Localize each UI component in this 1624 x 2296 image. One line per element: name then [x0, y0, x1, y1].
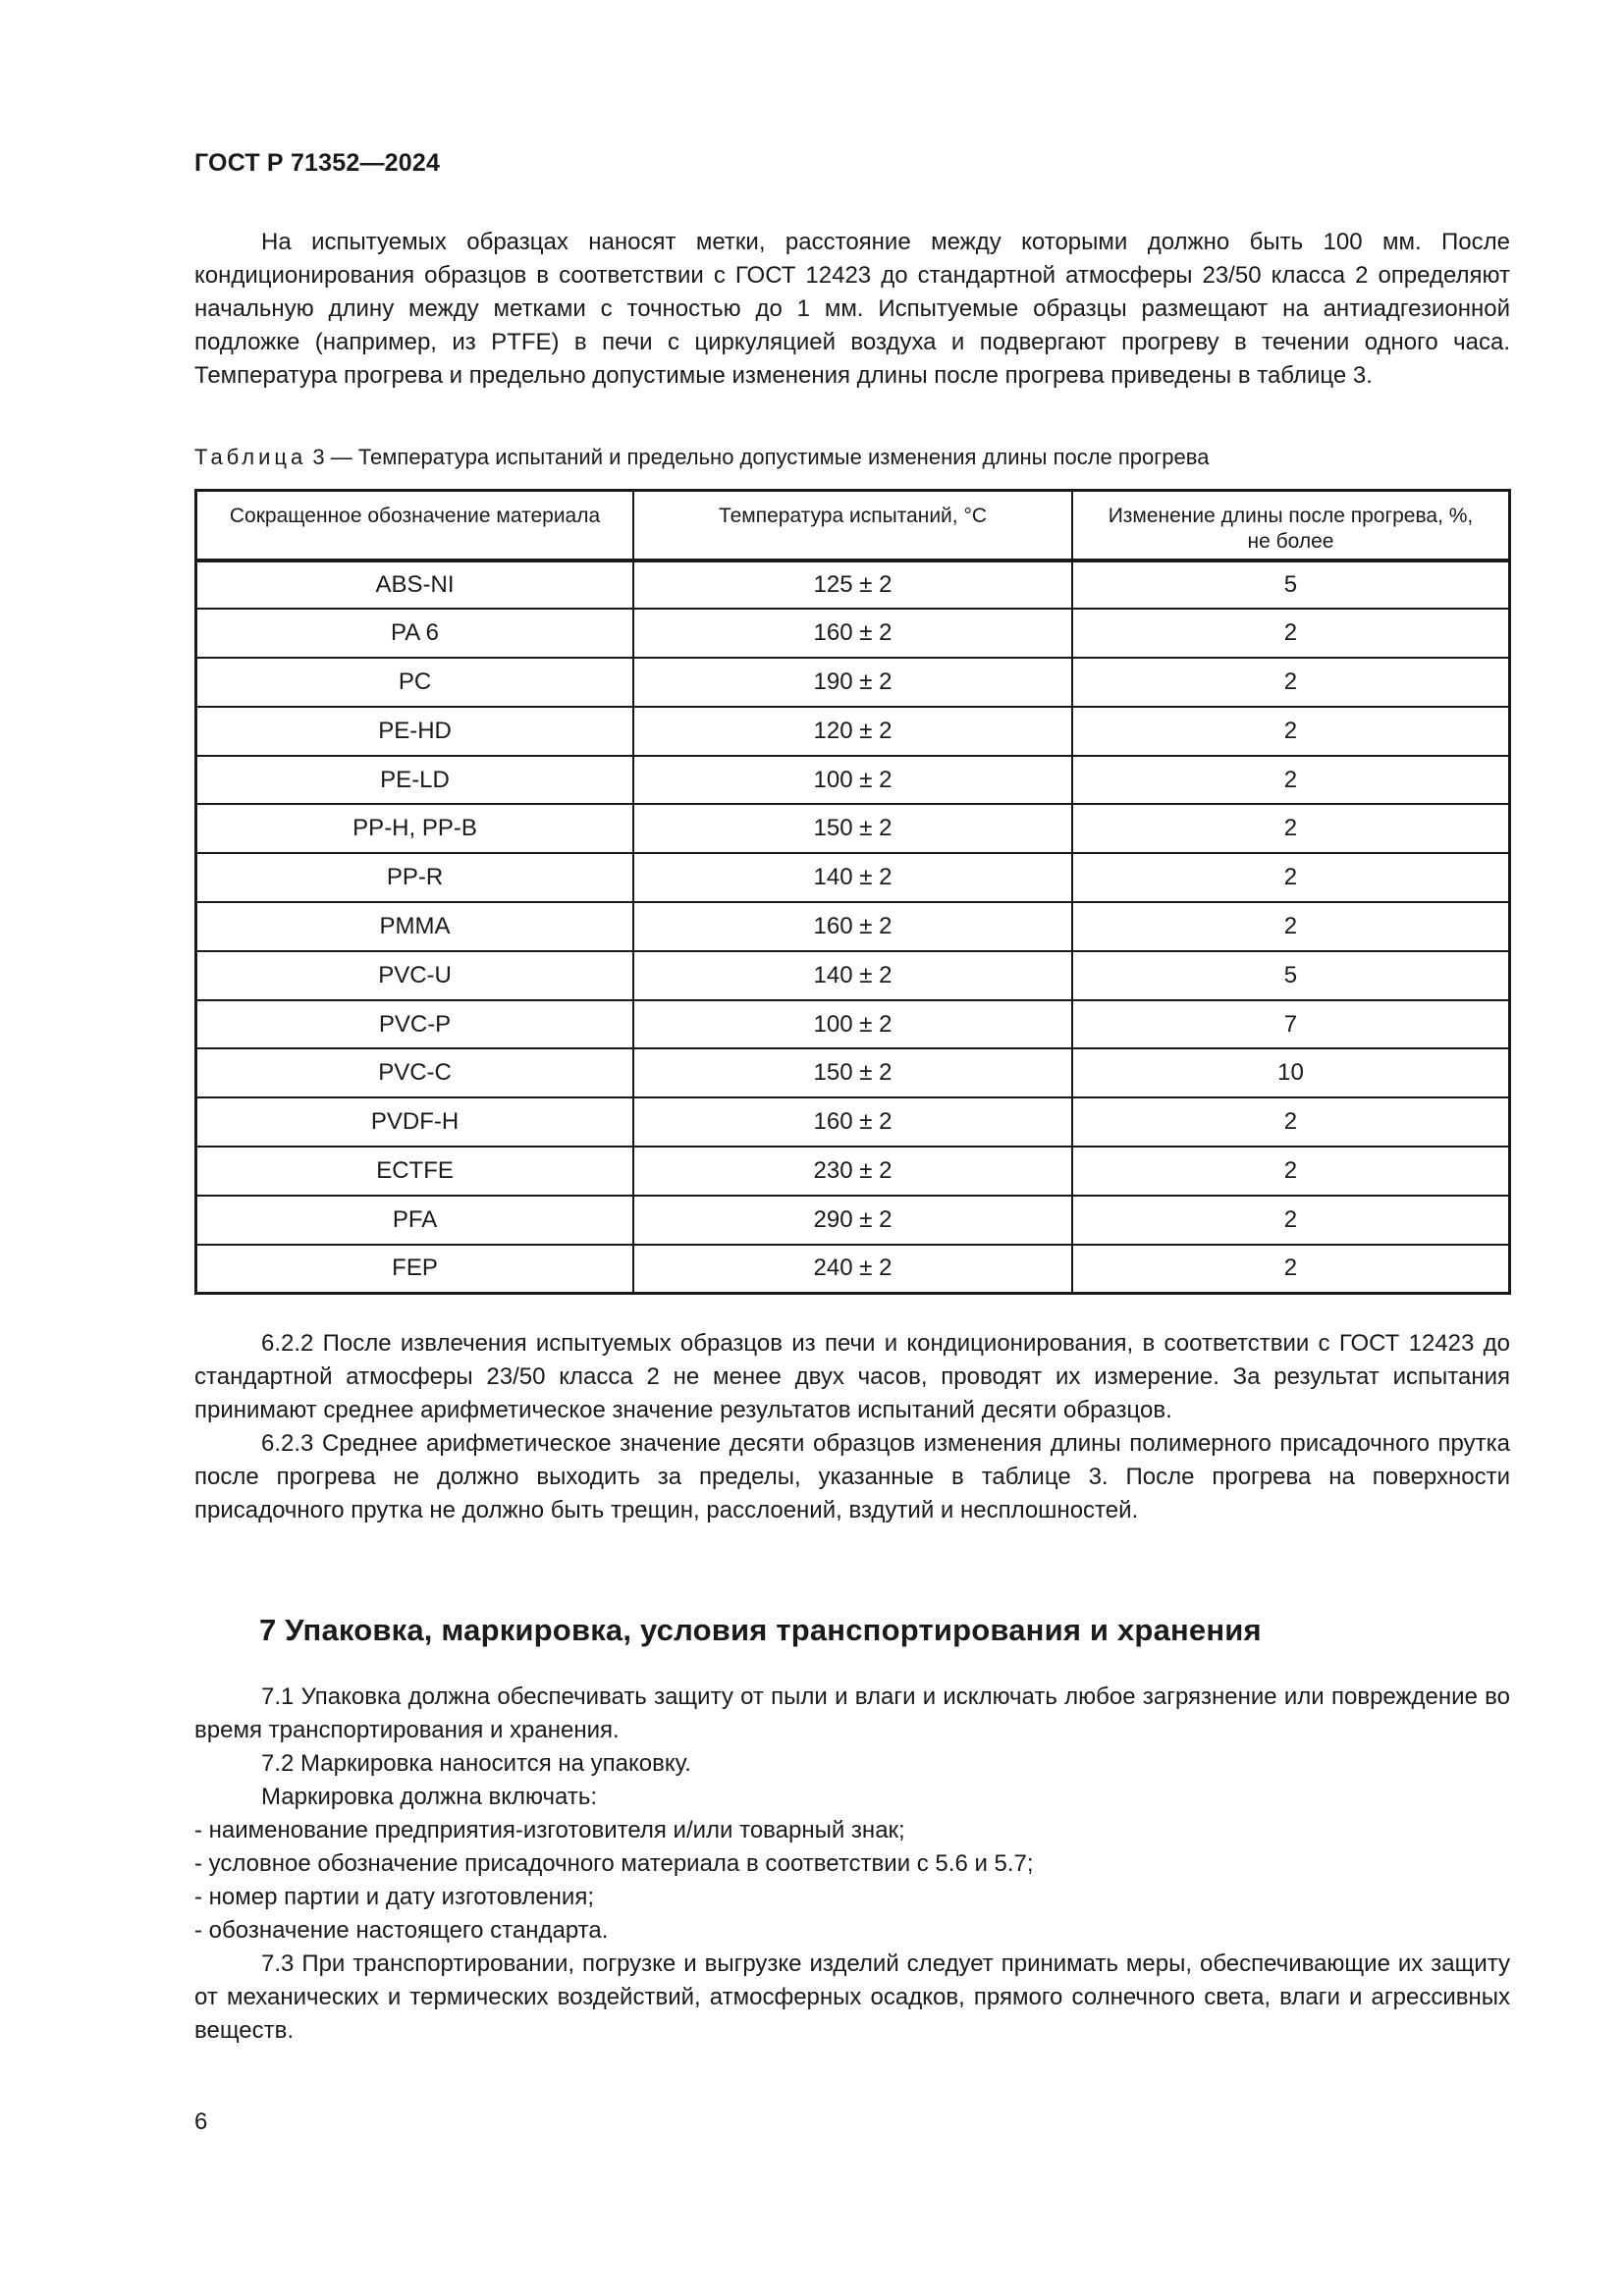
cell-length-change: 2 [1072, 1147, 1510, 1196]
cell-length-change: 2 [1072, 707, 1510, 756]
table-row [196, 1048, 1510, 1097]
table-row [196, 1097, 1510, 1147]
table-caption [194, 444, 1209, 471]
table-row [196, 707, 1510, 756]
section-7-title: 7 Упаковка, маркировка, условия транспортирования и хранения [259, 1613, 1262, 1647]
intro-section [194, 226, 1510, 393]
cell-material: PC [196, 658, 634, 707]
paragraph-7-2-marking: Маркировка должна включать: [261, 1784, 597, 1810]
cell-temperature: 160 ± 2 [633, 609, 1072, 658]
document-code: ГОСТ Р 71352—2024 [194, 149, 441, 177]
paragraph-7-1: 7.1 Упаковка должна обеспечивать защиту от пыли и влаги и исключать любое загрязнение или повреждение во время транспортирования и хранения. [194, 1683, 1510, 1743]
table-3 [194, 489, 1511, 1295]
cell-temperature: 240 ± 2 [633, 1245, 1072, 1294]
cell-length-change: 2 [1072, 1245, 1510, 1294]
table-header-row [196, 491, 1510, 561]
table-row [196, 1196, 1510, 1245]
table-caption-word: Таблица [194, 445, 307, 469]
table-row [196, 951, 1510, 1000]
cell-temperature: 125 ± 2 [633, 561, 1072, 610]
cell-temperature: 140 ± 2 [633, 951, 1072, 1000]
cell-length-change: 2 [1072, 756, 1510, 805]
cell-material: PVC-P [196, 1000, 634, 1049]
cell-length-change: 2 [1072, 1196, 1510, 1245]
cell-material: PMMA [196, 902, 634, 951]
intro-paragraph: На испытуемых образцах наносят метки, расстояние между которыми должно быть 100 мм. После кондиционирования образцов в соответствии с ГОСТ 12423 до стандартной атмосферы 23/50 класса 2 определяют начальную длину между метками с точностью до 1 мм. Испытуемые образцы размещают на антиадгезионной подложке (например, из PTFE) в печи с циркуляцией воздуха и подвергают прогреву в течении одного часа. Температура прогрева и предельно допустимые изменения длины после прогрева приведены в таблице 3. [194, 229, 1510, 389]
cell-length-change: 2 [1072, 853, 1510, 902]
cell-temperature: 160 ± 2 [633, 902, 1072, 951]
table-row [196, 1000, 1510, 1049]
cell-length-change: 2 [1072, 1097, 1510, 1147]
cell-material: PP-H, PP-B [196, 804, 634, 853]
cell-temperature: 100 ± 2 [633, 1000, 1072, 1049]
cell-length-change: 5 [1072, 951, 1510, 1000]
table-row [196, 561, 1510, 610]
cell-material: PE-LD [196, 756, 634, 805]
cell-temperature: 140 ± 2 [633, 853, 1072, 902]
cell-material: PP-R [196, 853, 634, 902]
header-material: Сокращенное обозначение материала [196, 491, 634, 561]
page-number: 6 [194, 2109, 208, 2135]
cell-material: PA 6 [196, 609, 634, 658]
cell-temperature: 100 ± 2 [633, 756, 1072, 805]
cell-temperature: 150 ± 2 [633, 804, 1072, 853]
list-item: - наименование предприятия-изготовителя и/или товарный знак; [194, 1817, 905, 1843]
cell-material: PVC-C [196, 1048, 634, 1097]
after-table-section [194, 1327, 1510, 1527]
section-7 [194, 1681, 1510, 2048]
header-length-change: Изменение длины после прогрева, %, не более [1072, 491, 1510, 561]
list-item: - номер партии и дату изготовления; [194, 1884, 594, 1910]
table-row [196, 853, 1510, 902]
table-caption-text: 3 — Температура испытаний и предельно допустимые изменения длины после прогрева [306, 445, 1210, 469]
table-row [196, 1245, 1510, 1294]
cell-material: FEP [196, 1245, 634, 1294]
cell-length-change: 2 [1072, 902, 1510, 951]
list-item: - обозначение настоящего стандарта. [194, 1917, 609, 1944]
cell-length-change: 2 [1072, 658, 1510, 707]
paragraph-7-3: 7.3 При транспортировании, погрузке и выгрузке изделий следует принимать меры, обеспечивающие их защиту от механических и термических воздействий, атмосферных осадков, прямого солнечного света, влаги и агрессивных веществ. [194, 1950, 1510, 2044]
header-temperature: Температура испытаний, °С [633, 491, 1072, 561]
cell-material: PVC-U [196, 951, 634, 1000]
table-body [196, 561, 1510, 1294]
cell-material: ECTFE [196, 1147, 634, 1196]
cell-temperature: 150 ± 2 [633, 1048, 1072, 1097]
table-row [196, 756, 1510, 805]
table-row [196, 1147, 1510, 1196]
table-row [196, 804, 1510, 853]
cell-length-change: 2 [1072, 804, 1510, 853]
cell-length-change: 5 [1072, 561, 1510, 610]
paragraph-6-2-2: 6.2.2 После извлечения испытуемых образцов из печи и кондиционирования, в соответствии с ГОСТ 12423 до стандартной атмосферы 23/50 класса 2 не менее двух часов, проводят их измерение. За результат испытания принимают среднее арифметическое значение результатов испытаний десяти образцов. [194, 1330, 1510, 1423]
cell-material: PFA [196, 1196, 634, 1245]
cell-temperature: 160 ± 2 [633, 1097, 1072, 1147]
table-row [196, 902, 1510, 951]
cell-length-change: 2 [1072, 609, 1510, 658]
cell-length-change: 7 [1072, 1000, 1510, 1049]
cell-temperature: 230 ± 2 [633, 1147, 1072, 1196]
cell-temperature: 190 ± 2 [633, 658, 1072, 707]
cell-material: PE-HD [196, 707, 634, 756]
cell-temperature: 290 ± 2 [633, 1196, 1072, 1245]
cell-temperature: 120 ± 2 [633, 707, 1072, 756]
list-item: - условное обозначение присадочного материала в соответствии с 5.6 и 5.7; [194, 1850, 1034, 1877]
table-row [196, 658, 1510, 707]
paragraph-6-2-3: 6.2.3 Среднее арифметическое значение десяти образцов изменения длины полимерного присадочного прутка после прогрева не должно выходить за пределы, указанные в таблице 3. После прогрева на поверхности присадочного прутка не должно быть трещин, расслоений, вздутий и несплошностей. [194, 1430, 1510, 1523]
cell-material: ABS-NI [196, 561, 634, 610]
cell-material: PVDF-H [196, 1097, 634, 1147]
cell-length-change: 10 [1072, 1048, 1510, 1097]
table-row [196, 609, 1510, 658]
paragraph-7-2: 7.2 Маркировка наносится на упаковку. [261, 1750, 691, 1777]
